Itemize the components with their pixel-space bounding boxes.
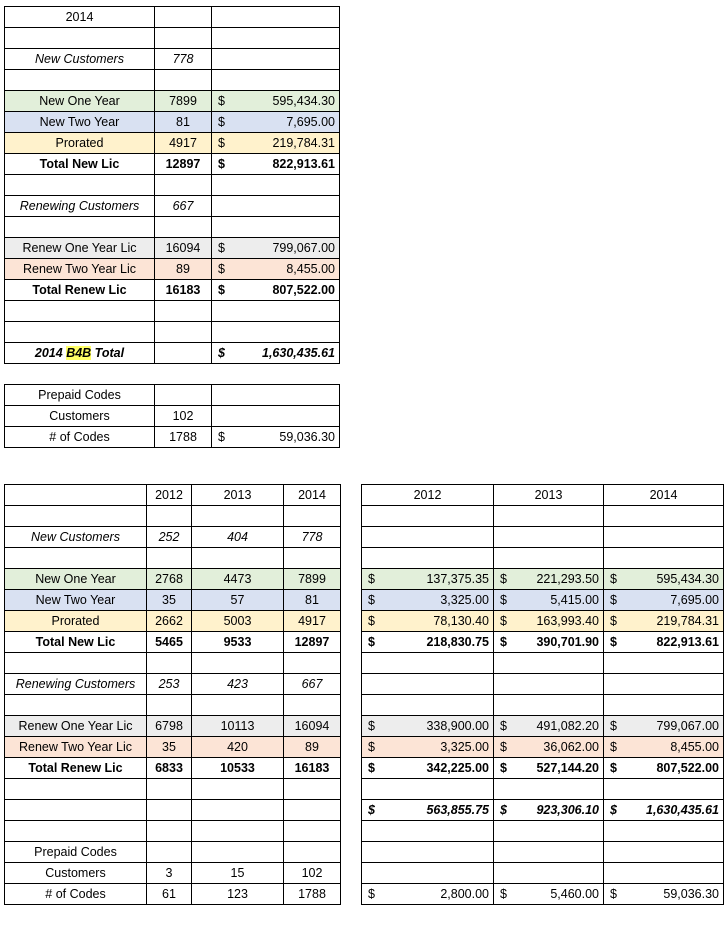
prepaid-codes-table <box>4 384 340 448</box>
table-row: $ 137,375.35 $ 221,293.50 $ 595,434.30 <box>362 569 724 590</box>
row-label[interactable]: New Two Year <box>5 112 155 133</box>
table-row <box>5 842 341 863</box>
total-new-amount[interactable]: $ 822,913.61 <box>212 154 340 175</box>
table-row <box>5 112 340 133</box>
table-row <box>5 485 341 506</box>
renewing-customers-label[interactable]: Renewing Customers <box>5 674 147 695</box>
codes-amount[interactable]: $ 59,036.30 <box>212 427 340 448</box>
table-row: New Two Year 35 57 81 <box>5 590 341 611</box>
table-row <box>5 91 340 112</box>
row-label[interactable]: Renew Two Year Lic <box>5 259 155 280</box>
row-amount[interactable]: $ 595,434.30 <box>212 91 340 112</box>
grand-total-amount[interactable]: $ 1,630,435.61 <box>212 343 340 364</box>
new-customers-label[interactable]: New Customers <box>5 49 155 70</box>
row-label[interactable]: Renew One Year Lic <box>5 238 155 259</box>
table-row <box>5 154 340 175</box>
table-row <box>5 343 340 364</box>
table-row: # of Codes 61 123 1788 <box>5 884 341 905</box>
table-row: Total Renew Lic 6833 10533 16183 <box>5 758 341 779</box>
year-header[interactable]: 2012 <box>147 485 192 506</box>
table-row: Prorated 2662 5003 4917 <box>5 611 341 632</box>
table-row <box>5 196 340 217</box>
summary-2014-table <box>4 6 340 364</box>
customers-value[interactable]: 102 <box>155 406 212 427</box>
table-row: Customers 3 15 102 <box>5 863 341 884</box>
codes-label[interactable]: # of Codes <box>5 427 155 448</box>
table-row: $ 2,800.00 $ 5,460.00 $ 59,036.30 <box>362 884 724 905</box>
table-row <box>5 49 340 70</box>
table-row: $ 218,830.75 $ 390,701.90 $ 822,913.61 <box>362 632 724 653</box>
year-header[interactable]: 2014 <box>284 485 341 506</box>
row-count[interactable]: 4917 <box>155 133 212 154</box>
prepaid-title[interactable]: Prepaid Codes <box>5 385 155 406</box>
row-count[interactable]: 16094 <box>155 238 212 259</box>
table-row <box>5 427 340 448</box>
row-label[interactable]: Prorated <box>5 133 155 154</box>
table-row: Renew One Year Lic 6798 10113 16094 <box>5 716 341 737</box>
table-row: $ 342,225.00 $ 527,144.20 $ 807,522.00 <box>362 758 724 779</box>
total-renew-label[interactable]: Total Renew Lic <box>5 280 155 301</box>
table-row <box>5 406 340 427</box>
table-row: New One Year 2768 4473 7899 <box>5 569 341 590</box>
customers-label[interactable]: Customers <box>5 406 155 427</box>
year-header[interactable]: 2014 <box>5 7 155 28</box>
total-new-count[interactable]: 12897 <box>155 154 212 175</box>
codes-value[interactable]: 1788 <box>155 427 212 448</box>
new-customers-value[interactable]: 778 <box>155 49 212 70</box>
renewing-customers-value[interactable]: 667 <box>155 196 212 217</box>
renewing-customers-label[interactable]: Renewing Customers <box>5 196 155 217</box>
table-row: New Customers 252 404 778 <box>5 527 341 548</box>
row-label[interactable]: New One Year <box>5 91 155 112</box>
row-amount[interactable]: $ 219,784.31 <box>212 133 340 154</box>
table-row: Total New Lic 5465 9533 12897 <box>5 632 341 653</box>
row-count[interactable]: 81 <box>155 112 212 133</box>
row-count[interactable]: 89 <box>155 259 212 280</box>
table-row <box>5 280 340 301</box>
table-row: $ 78,130.40 $ 163,993.40 $ 219,784.31 <box>362 611 724 632</box>
new-customers-label[interactable]: New Customers <box>5 527 147 548</box>
table-row <box>5 259 340 280</box>
table-row: $ 3,325.00 $ 36,062.00 $ 8,455.00 <box>362 737 724 758</box>
total-renew-count[interactable]: 16183 <box>155 280 212 301</box>
total-new-label[interactable]: Total New Lic <box>5 154 155 175</box>
year-header[interactable]: 2013 <box>494 485 604 506</box>
table-row <box>5 238 340 259</box>
counts-by-year-table <box>4 484 341 905</box>
year-header[interactable]: 2013 <box>192 485 284 506</box>
table-row: $ 563,855.75 $ 923,306.10 $ 1,630,435.61 <box>362 800 724 821</box>
row-count[interactable]: 7899 <box>155 91 212 112</box>
table-row <box>5 385 340 406</box>
prepaid-title[interactable]: Prepaid Codes <box>5 842 147 863</box>
table-row <box>5 7 340 28</box>
total-renew-amount[interactable]: $ 807,522.00 <box>212 280 340 301</box>
table-row: Renewing Customers 253 423 667 <box>5 674 341 695</box>
table-row: $ 3,325.00 $ 5,415.00 $ 7,695.00 <box>362 590 724 611</box>
table-row: Renew Two Year Lic 35 420 89 <box>5 737 341 758</box>
table-row <box>5 133 340 154</box>
amounts-by-year-table <box>361 484 724 905</box>
row-amount[interactable]: $ 7,695.00 <box>212 112 340 133</box>
grand-total-label[interactable]: 2014 B4B Total <box>5 343 155 364</box>
year-header[interactable]: 2014 <box>604 485 724 506</box>
table-row <box>362 485 724 506</box>
highlighted-text: B4B <box>66 346 92 360</box>
table-row: $ 338,900.00 $ 491,082.20 $ 799,067.00 <box>362 716 724 737</box>
row-amount[interactable]: $ 8,455.00 <box>212 259 340 280</box>
year-header[interactable]: 2012 <box>362 485 494 506</box>
row-amount[interactable]: $ 799,067.00 <box>212 238 340 259</box>
